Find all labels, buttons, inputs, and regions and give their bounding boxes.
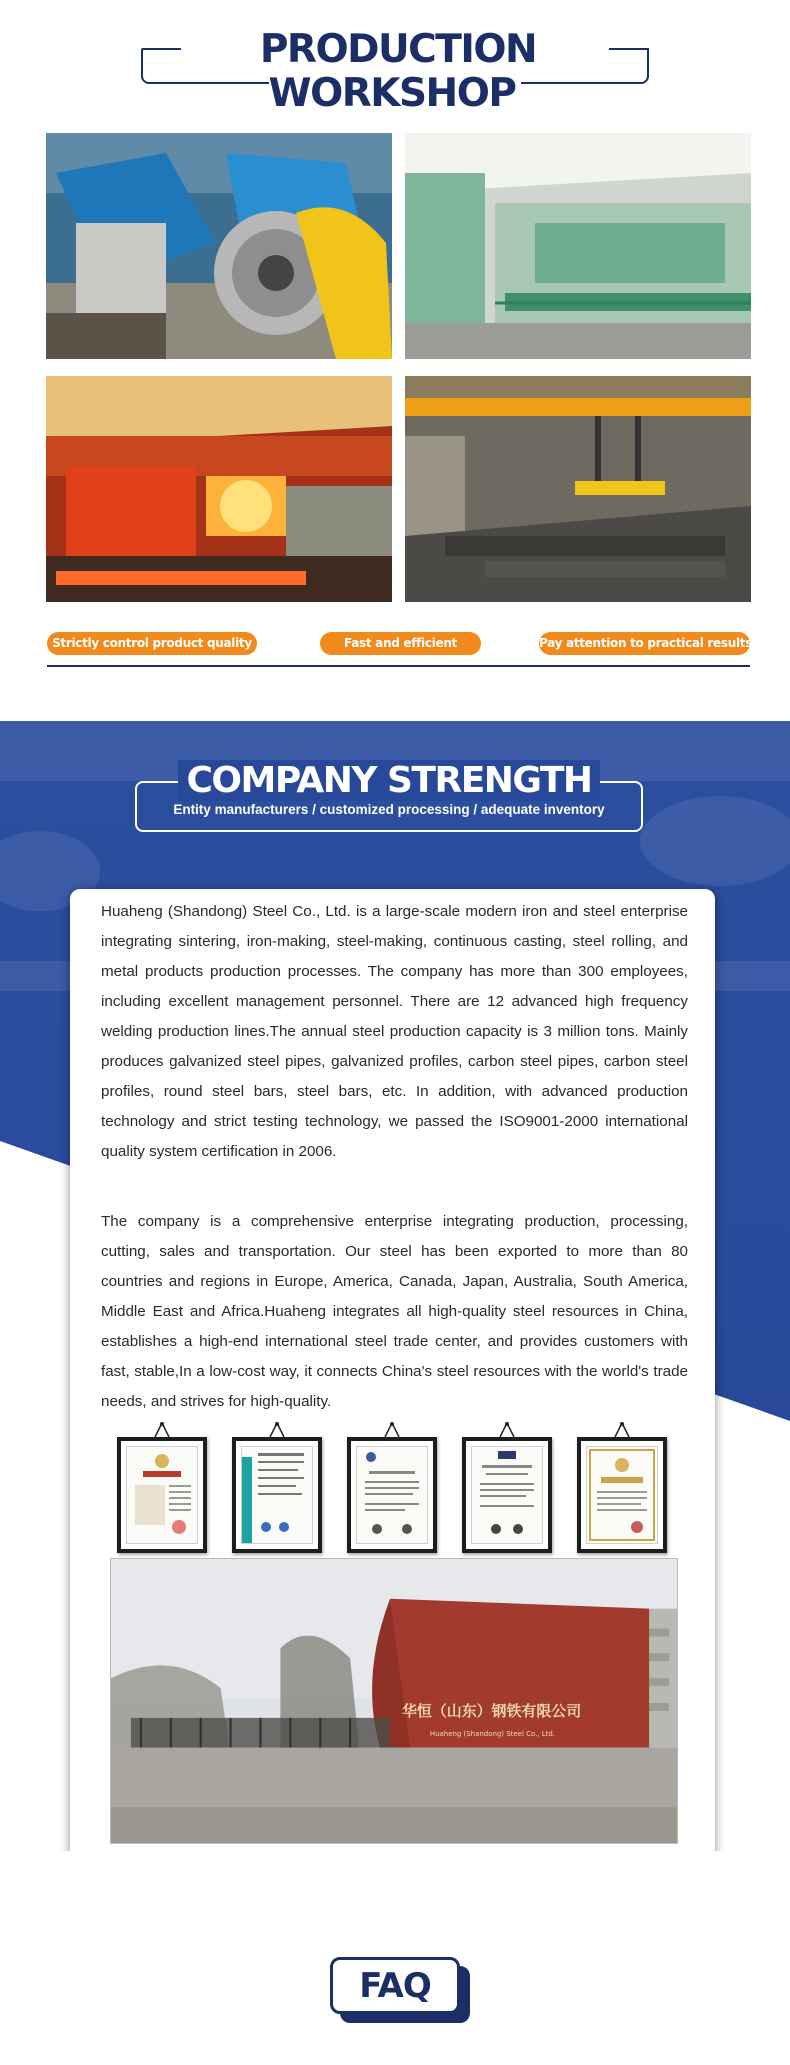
production-workshop-section <box>0 0 790 725</box>
certificate-environmental <box>462 1434 552 1554</box>
faq-heading: FAQ <box>330 1957 460 2014</box>
workshop-photo-crane-plates <box>405 376 751 602</box>
section-divider <box>47 665 750 667</box>
factory-gate-photo <box>110 1558 678 1844</box>
certificate-business-license <box>117 1434 207 1554</box>
factory-sign-chinese: 华恒（山东）钢铁有限公司 <box>401 1701 582 1720</box>
workshop-photo-green-hall <box>405 133 751 359</box>
workshop-photo-hot-rolling <box>46 376 392 602</box>
production-title: PRODUCTION WORKSHOP <box>254 27 536 116</box>
company-profile-card <box>70 889 715 1851</box>
certificate-quality-management <box>232 1434 322 1554</box>
company-business-paragraph: The company is a comprehensive enterprise integrating production, processing, cutting, sales and transportation. Our steel has been exported to more than 80 countries and regions in Europe, America, Canada, Japan, Australia, South America, Middle East and Africa.Huaheng integrates all high-quality steel resources in China, establishes a high-end international steel trade center, and provides customers with fast, stable,In a low-cost way, it connects China's steel resources with the world's trade needs, and strives for high-quality. <box>101 1213 688 1410</box>
certificate-gold <box>577 1434 667 1554</box>
certificate-iso <box>347 1434 437 1554</box>
company-intro-paragraph: Huaheng (Shandong) Steel Co., Ltd. is a large-scale modern iron and steel enterprise integrating sintering, iron-making, steel-making, continuous casting, steel rolling, and metal products production processes. The company has more than 300 employees, including excellent management personnel. There are 12 advanced high frequency welding production lines.The annual steel production capacity is 3 million tons. Mainly produces galvanized steel pipes, galvanized profiles, carbon steel pipes, carbon steel profiles, round steel bars, steel bars, etc. In addition, with advanced production technology and strict testing technology, we passed the ISO9001-2000 international quality system certification in 2006. <box>101 903 688 1160</box>
workshop-photo-coil-machine <box>46 133 392 359</box>
strength-subtitle: Entity manufacturers / customized processing / adequate inventory <box>173 802 605 817</box>
feature-badge-quality: Strictly control product quality <box>47 632 257 655</box>
company-strength-section <box>0 721 790 1851</box>
feature-badge-results: Pay attention to practical results <box>539 632 750 655</box>
production-title-banner <box>141 20 649 116</box>
factory-sign-english: Huaheng (Shandong) Steel Co., Ltd. <box>429 1729 555 1738</box>
feature-badge-fast: Fast and efficient <box>320 632 481 655</box>
strength-title: COMPANY STRENGTH <box>178 760 599 801</box>
